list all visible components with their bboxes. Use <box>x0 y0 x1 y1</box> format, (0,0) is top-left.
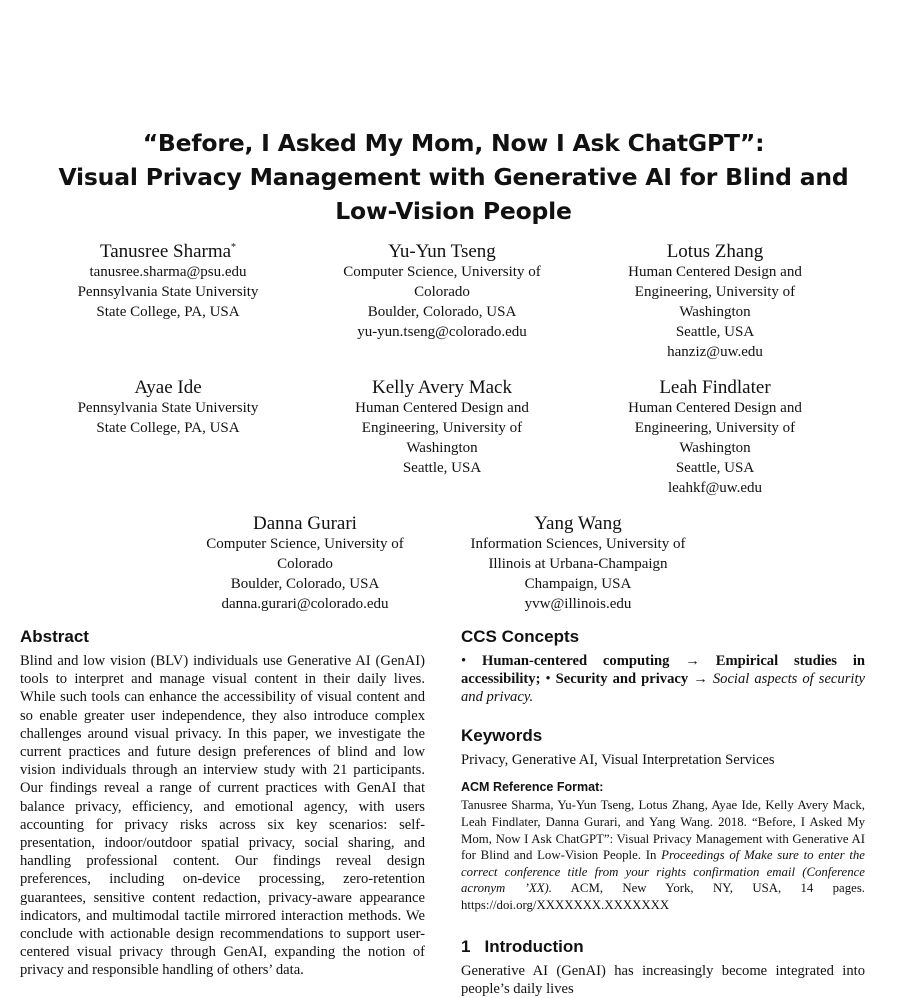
author-affiliation: Engineering, University of <box>634 284 796 300</box>
intro-heading <box>461 936 865 958</box>
author-location: State College, PA, USA <box>96 304 240 320</box>
author-name: Yu-Yun Tseng <box>388 241 496 262</box>
author-name: Kelly Avery Mack <box>372 377 512 398</box>
author-email: hanziz@uw.edu <box>667 344 763 360</box>
corresponding-mark: * <box>231 242 237 253</box>
acm-venue: Proceedings of Make sure to enter the correct conference title from your rights confirmation email (Conference acronym ’XX). <box>461 848 865 896</box>
author-affiliation: Computer Science, University of <box>343 264 541 280</box>
author-location: Boulder, Colorado, USA <box>367 304 517 320</box>
author-affiliation: Information Sciences, University of <box>470 536 686 552</box>
acm-text: Tanusree Sharma, Yu-Yun Tseng, Lotus Zhang, Ayae Ide, Kelly Avery Mack, Leah Findlater, Danna Gurari, and Yang Wang. 2018. “Before, I Asked My Mom, Now I Ask ChatGPT”: Visual Privacy Management with Generative AI for Blind and Low-Vision People. In <box>461 798 865 863</box>
left-column <box>20 626 425 980</box>
author-block <box>18 376 318 438</box>
author-block <box>565 240 865 362</box>
title-line-1: “Before, I Asked My Mom, Now I Ask ChatGPT”: <box>142 129 765 157</box>
ccs-concept: Security and privacy <box>555 671 689 688</box>
bullet: • <box>545 671 551 688</box>
acm-reference <box>461 779 865 914</box>
author-name: Danna Gurari <box>253 513 357 534</box>
author-name: Lotus Zhang <box>666 241 764 262</box>
author-location: Seattle, USA <box>402 460 482 476</box>
author-email: yvw@illinois.edu <box>524 596 632 612</box>
author-block <box>292 240 592 342</box>
keywords-heading: Keywords <box>461 725 543 745</box>
author-email: yu-yun.tseng@colorado.edu <box>357 324 527 340</box>
author-location: Seattle, USA <box>675 324 755 340</box>
author-name: Tanusree Sharma <box>99 241 232 262</box>
author-block <box>292 376 592 478</box>
ccs-heading: CCS Concepts <box>461 627 580 646</box>
author-affiliation: Human Centered Design and <box>628 264 802 280</box>
intro-text: Generative AI (GenAI) has increasingly become integrated into people’s daily lives <box>461 962 865 997</box>
section-number: 1 <box>461 936 471 956</box>
author-email: leahkf@uw.edu <box>667 480 763 496</box>
author-affiliation: Illinois at Urbana-Champaign <box>488 556 668 572</box>
author-affiliation: Engineering, University of <box>361 420 523 436</box>
ccs-concept: Empirical studies in accessibility; <box>461 653 866 688</box>
arrow: → <box>685 653 700 669</box>
paper-title <box>0 126 907 228</box>
ccs-end: . <box>529 689 534 706</box>
bullet: • <box>461 653 467 669</box>
author-location: Boulder, Colorado, USA <box>230 576 380 592</box>
ccs-concept: Human-centered computing <box>481 653 670 669</box>
author-affiliation: Washington <box>679 304 751 320</box>
author-email: danna.gurari@colorado.edu <box>221 596 389 612</box>
abstract-heading: Abstract <box>20 627 89 646</box>
author-location: Seattle, USA <box>675 460 755 476</box>
author-affiliation: Pennsylvania State University <box>77 284 259 300</box>
author-affiliation: Human Centered Design and <box>628 400 802 416</box>
author-location: Champaign, USA <box>524 576 632 592</box>
title-line-2: Visual Privacy Management with Generative AI for Blind and <box>58 163 849 191</box>
right-column <box>461 626 865 998</box>
author-name: Leah Findlater <box>659 377 771 398</box>
author-affiliation: Washington <box>679 440 751 456</box>
author-email: tanusree.sharma@psu.edu <box>89 264 247 280</box>
section-title: Introduction <box>484 936 584 956</box>
author-block <box>428 512 728 614</box>
author-affiliation: Engineering, University of <box>634 420 796 436</box>
author-affiliation: Colorado <box>277 556 333 572</box>
author-block <box>155 512 455 614</box>
acm-text-end: ACM, New York, NY, USA, 14 pages. https://doi.org/XXXXXXX.XXXXXXX <box>461 881 865 912</box>
abstract-text: Blind and low vision (BLV) individuals use Generative AI (GenAI) tools to interpret and manage visual content in their daily lives. While such tools can enhance the accessibility of visual content and so enable greater user independence, they also introduce complex challenges around visual privacy. In this paper, we investigate the current practices and future design preferences of blind and low vision individuals through an interview study with 21 participants. Our findings reveal a range of current practices with GenAI that balance privacy, efficiency, and emotional agency, with users accounting for privacy risks across six key scenarios: self-presentation, indoor/outdoor spatial privacy, social sharing, and handling professional content. Our findings reveal design preferences, including on-device processing, zero-retention guarantees, sensitive content redaction, privacy-aware appearance indicators, and multimodal tactile mirrored interaction methods. We conclude with actionable design recommendations to support user-centered visual privacy through GenAI, expanding the notion of privacy and responsible handling of others’ data. <box>20 653 425 979</box>
ccs-concept: Social aspects of security and privacy <box>461 671 865 706</box>
author-name: Yang Wang <box>534 513 622 534</box>
author-name: Ayae Ide <box>134 377 202 398</box>
author-block <box>18 240 318 322</box>
author-affiliation: Washington <box>406 440 478 456</box>
acm-heading: ACM Reference Format: <box>461 779 604 794</box>
keywords-text: Privacy, Generative AI, Visual Interpretation Services <box>461 751 775 768</box>
title-line-3: Low-Vision People <box>335 197 572 225</box>
author-affiliation: Colorado <box>414 284 470 300</box>
author-affiliation: Human Centered Design and <box>355 400 529 416</box>
author-location: State College, PA, USA <box>96 420 240 436</box>
ccs-text <box>461 652 865 707</box>
arrow: → <box>693 671 708 688</box>
author-affiliation: Pennsylvania State University <box>77 400 259 416</box>
author-affiliation: Computer Science, University of <box>206 536 404 552</box>
author-block <box>565 376 865 498</box>
